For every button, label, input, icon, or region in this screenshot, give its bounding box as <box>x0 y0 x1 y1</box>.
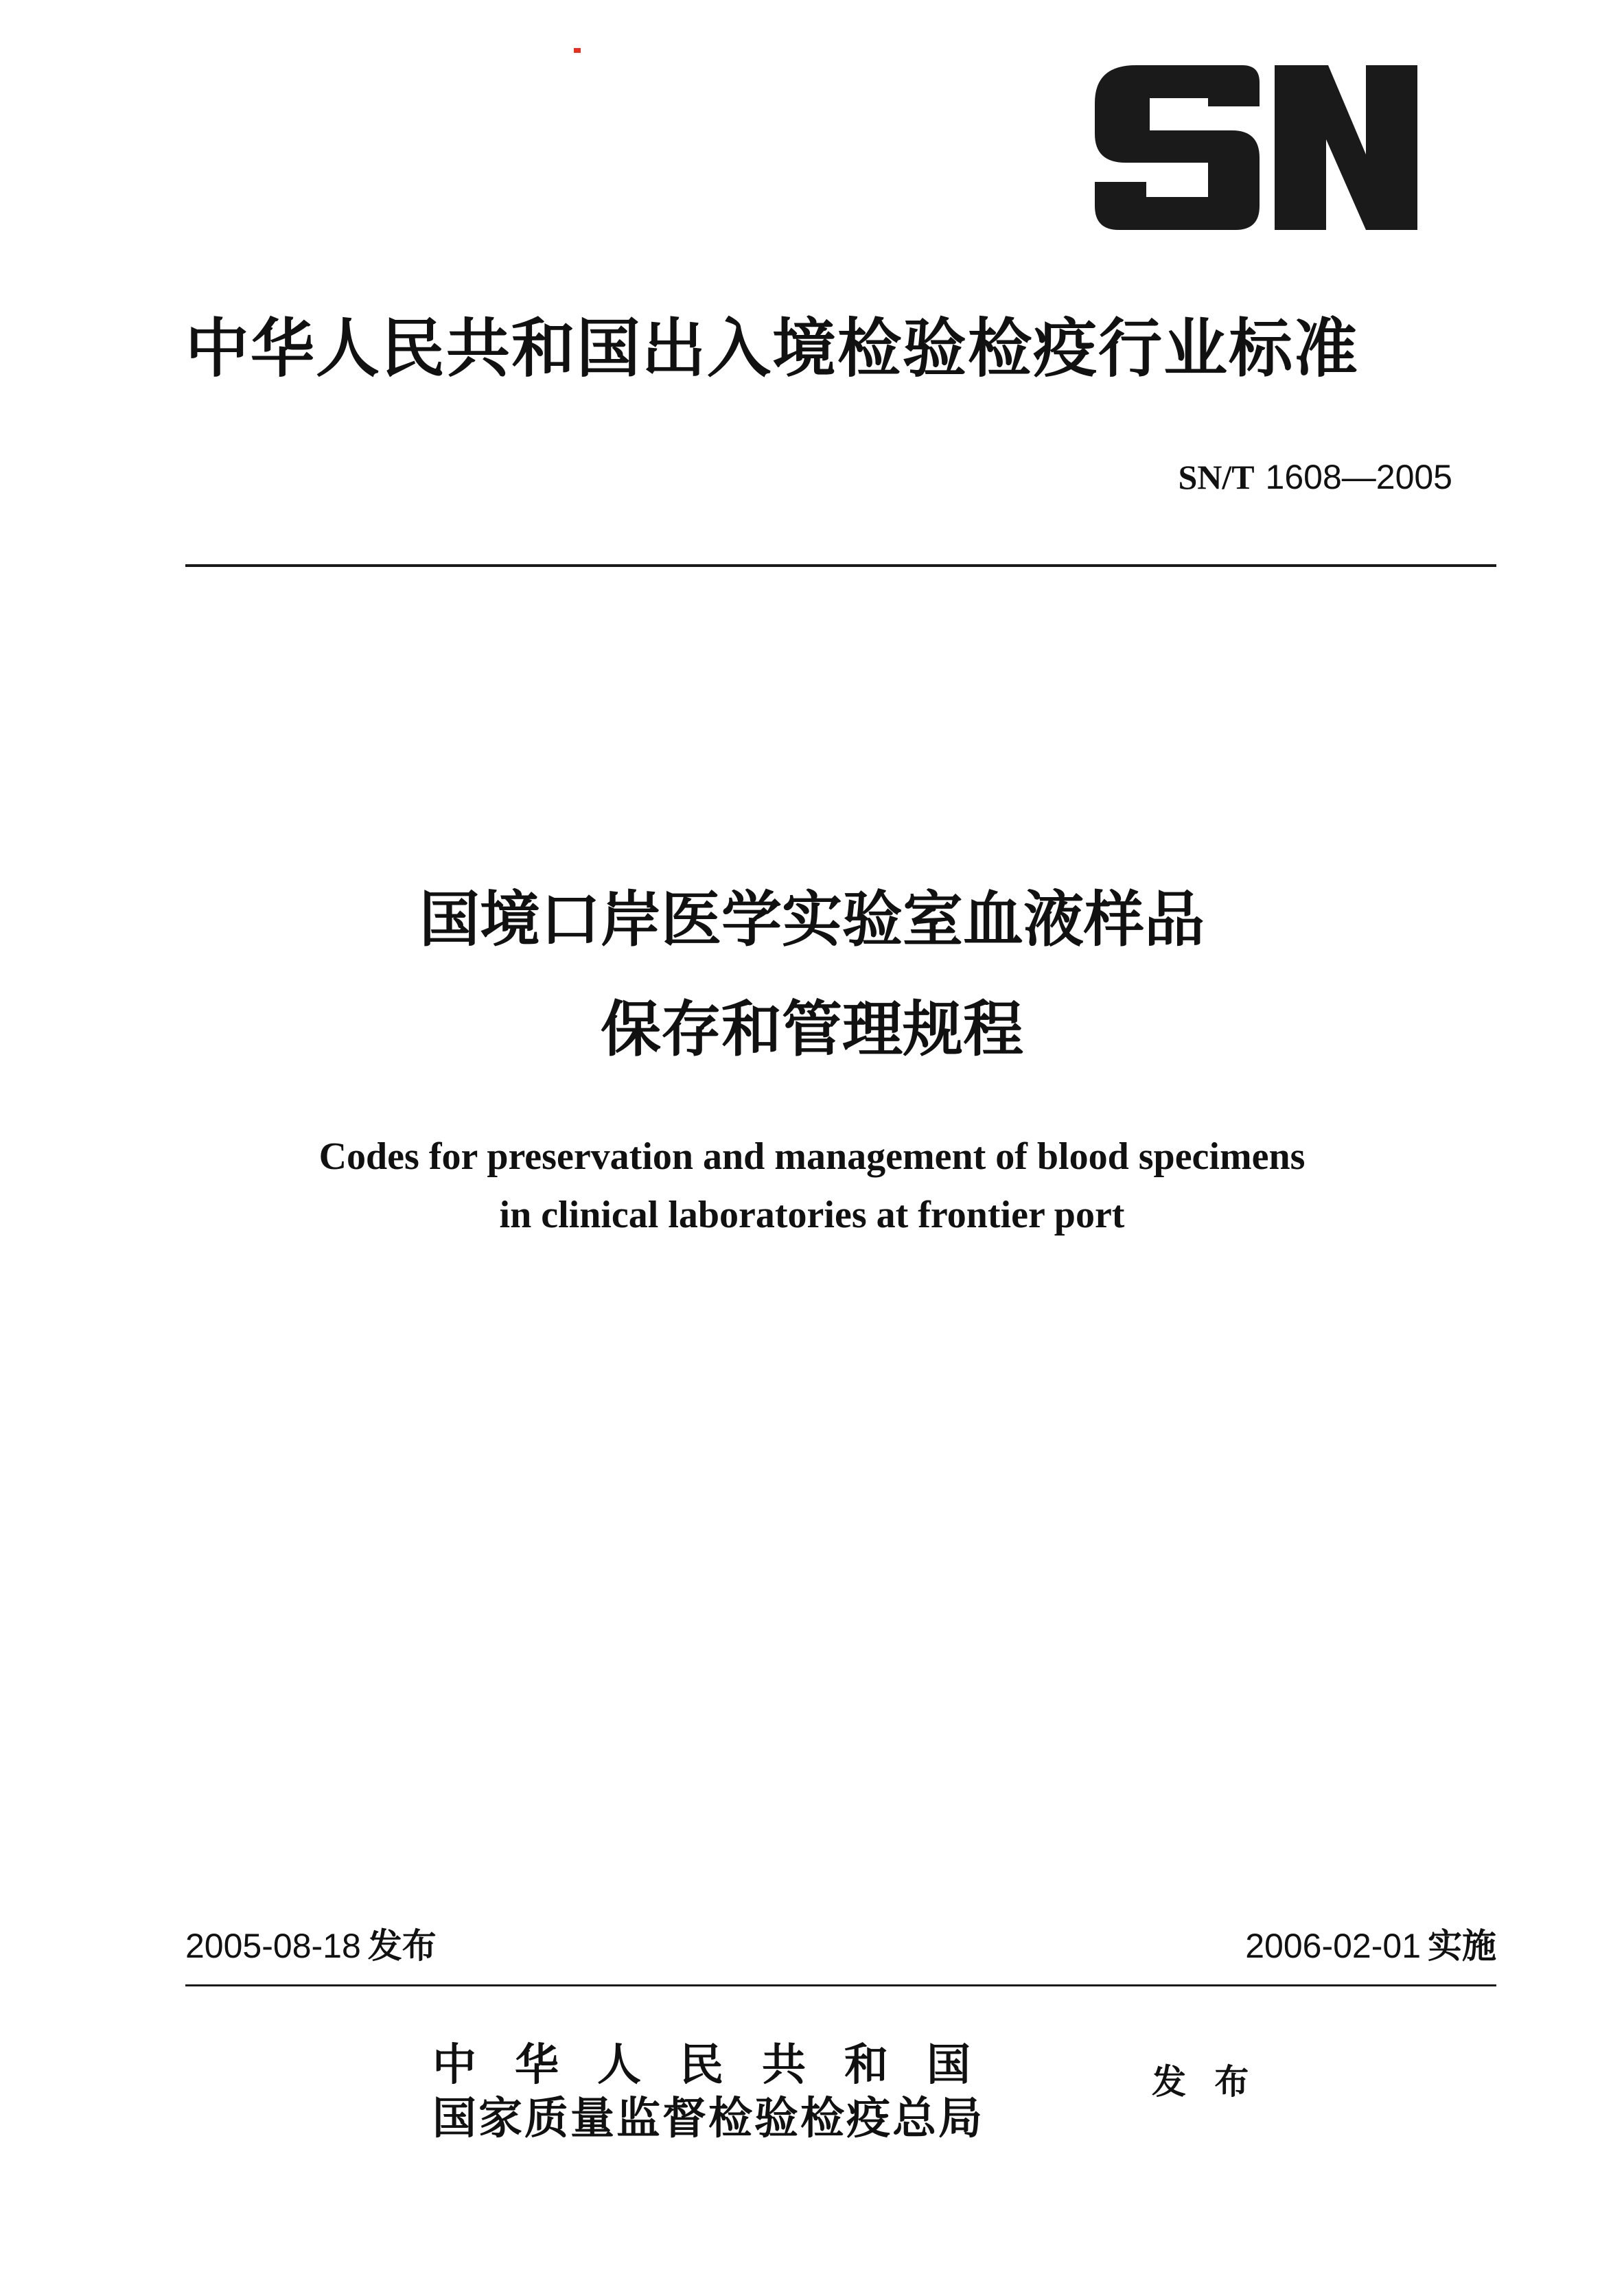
standard-number-prefix: SN/T <box>1178 458 1255 496</box>
issued-label: 发 布 <box>1152 2061 1257 2102</box>
sn-logo-letter-s <box>1095 65 1260 230</box>
english-title-line-1: Codes for preservation and management of blood specimens <box>318 1135 1306 1178</box>
sn-logo-letter-n <box>1275 65 1417 230</box>
sn-logo <box>1095 55 1417 240</box>
footer-divider <box>185 1984 1496 1986</box>
chinese-title-line-1: 国境口岸医学实验室血液样品 <box>419 884 1205 955</box>
implementation-date <box>1245 1922 1496 1970</box>
implementation-date-label: 实施 <box>1428 1926 1496 1966</box>
standard-number <box>1178 453 1452 501</box>
issuer-agency: 国家质量监督检验检疫总局 <box>432 2093 984 2144</box>
implementation-date-value: 2006-02-01 <box>1245 1927 1421 1965</box>
issuer-country: 中华人民共和国 <box>432 2039 1009 2091</box>
issue-date-label: 发布 <box>367 1926 437 1966</box>
issuing-authority <box>432 2039 1112 2146</box>
sn-logo-graphic <box>1095 55 1417 240</box>
issue-date <box>185 1922 437 1970</box>
red-dot-mark <box>574 48 581 53</box>
chinese-title-line-2: 保存和管理规程 <box>600 994 1023 1065</box>
english-title-line-2: in clinical laboratories at frontier port <box>499 1194 1125 1236</box>
standard-category-title: 中华人民共和国出入境检验检疫行业标准 <box>185 312 1359 386</box>
issue-date-value: 2005-08-18 <box>185 1927 361 1965</box>
standard-number-code: 1608—2005 <box>1265 458 1452 496</box>
header-divider <box>185 564 1496 567</box>
